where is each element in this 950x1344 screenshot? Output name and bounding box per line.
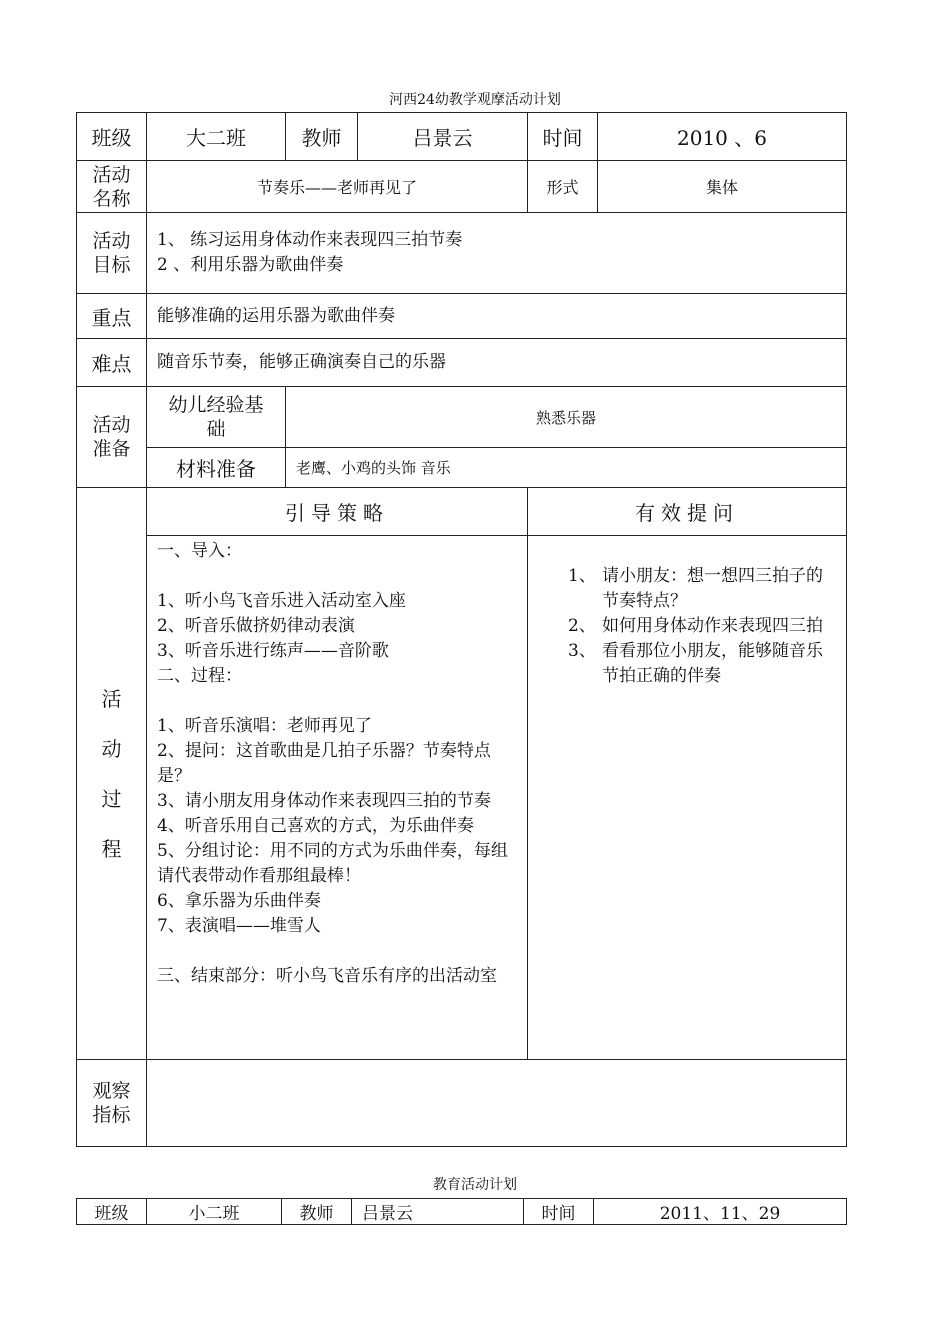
prep-label-cell [77, 387, 147, 488]
key-point-label: 重点 [77, 294, 147, 339]
question-list [568, 564, 832, 689]
activity-goal-label: 活动目标 [92, 230, 131, 276]
observation-label: 观察指标 [92, 1080, 131, 1126]
experience-value: 熟悉乐器 [286, 387, 847, 448]
activity-name-label-cell [77, 161, 147, 213]
time-value: 2010 、6 [598, 113, 847, 161]
strategy-blank-line [157, 939, 519, 964]
strategy-header: 引导策略 [147, 488, 528, 536]
strategy-line: 4、听音乐用自己喜欢的方式，为乐曲伴奏 [157, 816, 474, 836]
goal-item-2: 2 、利用乐器为歌曲伴奏 [157, 255, 344, 275]
form-label: 形式 [528, 161, 598, 213]
strategy-line: 6、拿乐器为乐曲伴奏 [157, 891, 321, 911]
teacher-value-2: 吕景云 [352, 1199, 524, 1225]
key-point-value: 能够准确的运用乐器为歌曲伴奏 [147, 294, 847, 339]
strategy-line: 1、听小鸟飞音乐进入活动室入座 [157, 591, 406, 611]
question-item [568, 614, 832, 639]
question-text: 如何用身体动作来表现四三拍 [602, 616, 823, 636]
question-item [568, 639, 832, 689]
questions-content [528, 536, 847, 1060]
strategy-line: 3、请小朋友用身体动作来表现四三拍的节奏 [157, 791, 491, 811]
strategy-line: 7、表演唱——堆雪人 [157, 916, 321, 936]
document-title: 河西24幼教学观摩活动计划 [389, 92, 561, 108]
observation-label-cell [77, 1060, 147, 1147]
goal-item-1: 1、 练习运用身体动作来表现四三拍节奏 [157, 230, 463, 250]
question-item [568, 564, 832, 614]
strategy-blank-line [157, 689, 519, 714]
activity-goal-values [147, 213, 847, 294]
strategy-line: 三、结束部分：听小鸟飞音乐有序的出活动室 [157, 966, 497, 986]
form-value: 集体 [598, 161, 847, 213]
materials-value: 老鹰、小鸡的头饰 音乐 [286, 448, 847, 488]
time-label: 时间 [528, 113, 598, 161]
class-label-2: 班级 [77, 1199, 147, 1225]
process-label-cell [77, 488, 147, 1060]
strategy-line: 5、分组讨论：用不同的方式为乐曲伴奏，每组请代表带动作看那组最棒！ [157, 841, 508, 886]
question-text: 请小朋友：想一想四三拍子的节奏特点？ [602, 566, 823, 611]
materials-label: 材料准备 [147, 448, 286, 488]
question-text: 看看那位小朋友，能够随音乐节拍正确的伴奏 [602, 641, 823, 686]
questions-header: 有效提问 [528, 488, 847, 536]
class-value-2: 小二班 [147, 1199, 282, 1225]
activity-name-label: 活动名称 [92, 163, 131, 210]
strategy-line: 一、导入： [157, 541, 242, 561]
strategy-line: 二、过程： [157, 666, 242, 686]
experience-label: 幼儿经验基础 [168, 394, 264, 440]
activity-name-value: 节奏乐——老师再见了 [147, 161, 528, 213]
teacher-label-2: 教师 [282, 1199, 352, 1225]
strategy-line: 2、提问：这首歌曲是几拍子乐器？节奏特点是？ [157, 741, 491, 786]
strategy-line: 3、听音乐进行练声——音阶歌 [157, 641, 389, 661]
difficulty-label: 难点 [77, 339, 147, 387]
strategy-content [147, 536, 528, 1060]
process-label: 活动过程 [101, 686, 122, 861]
education-plan-table [76, 1198, 847, 1225]
time-value-2: 2011、11、29 [594, 1199, 847, 1225]
prep-label: 活动准备 [92, 414, 131, 460]
class-value: 大二班 [147, 113, 286, 161]
strategy-blank-line [157, 564, 519, 589]
experience-label-cell [147, 387, 286, 448]
strategy-list [157, 539, 519, 989]
teacher-value: 吕景云 [358, 113, 528, 161]
activity-plan-table [76, 112, 847, 1147]
activity-goal-label-cell [77, 213, 147, 294]
time-label-2: 时间 [524, 1199, 594, 1225]
question-number: 2、 [568, 616, 596, 636]
question-number: 3、 [568, 641, 596, 661]
teacher-label: 教师 [286, 113, 358, 161]
class-label: 班级 [77, 113, 147, 161]
question-number: 1、 [568, 566, 596, 586]
document-title-2: 教育活动计划 [433, 1177, 517, 1193]
observation-value [147, 1060, 847, 1147]
strategy-line: 1、听音乐演唱：老师再见了 [157, 716, 372, 736]
difficulty-value: 随音乐节奏，能够正确演奏自己的乐器 [147, 339, 847, 387]
strategy-line: 2、听音乐做挤奶律动表演 [157, 616, 355, 636]
